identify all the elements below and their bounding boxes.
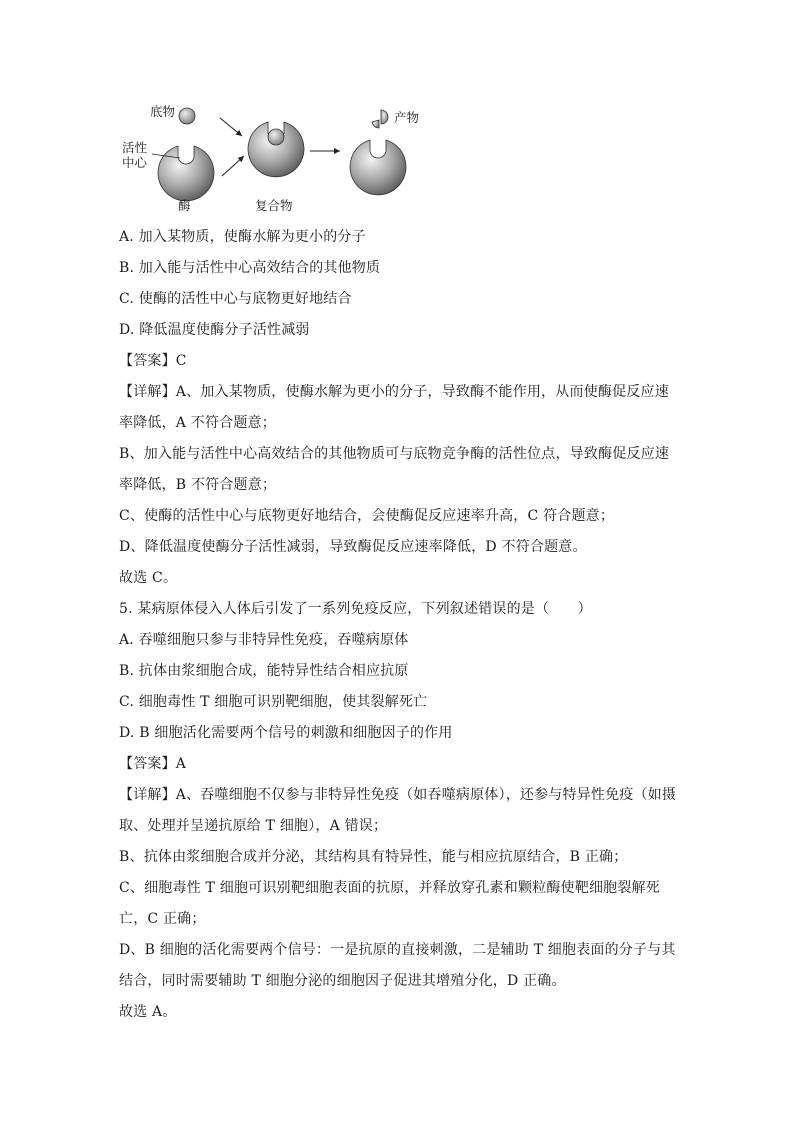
product-piece-shape — [372, 120, 379, 128]
enzyme-label: 酶 — [178, 198, 191, 213]
q4-option-a: A. 加入某物质，使酶水解为更小的分子 — [119, 229, 366, 245]
q4-answer: 【答案】C — [119, 353, 187, 369]
complex-label: 复合物 — [255, 198, 293, 213]
enzyme-shape — [158, 146, 214, 201]
q4-detail-line: 率降低，A 不符合题意； — [119, 415, 276, 431]
active-site-label-line2: 中心 — [122, 155, 148, 170]
q4-option-c: C. 使酶的活性中心与底物更好地结合 — [119, 291, 352, 307]
released-enzyme-shape — [350, 140, 406, 195]
q5-detail-line: 【详解】A、吞噬细胞不仅参与非特异性免疫（如吞噬病原体），还参与特异性免疫（如摄 — [119, 787, 677, 803]
q4-detail-line: D、降低温度使酶分子活性减弱，导致酶促反应速率降低，D 不符合题意。 — [119, 539, 587, 555]
q4-conclusion: 故选 C。 — [119, 570, 178, 586]
q5-option-d: D. B 细胞活化需要两个信号的刺激和细胞因子的作用 — [119, 725, 453, 741]
q5-conclusion: 故选 A。 — [119, 1004, 177, 1020]
complex-substrate-shape — [268, 129, 284, 145]
q5-detail-line: B、抗体由浆细胞合成并分泌，其结构具有特异性，能与相应抗原结合，B 正确； — [119, 849, 628, 865]
q5-detail-line: 结合，同时需要辅助 T 细胞分泌的细胞因子促进其增殖分化，D 正确。 — [119, 973, 566, 989]
q5-option-c: C. 细胞毒性 T 细胞可识别靶细胞，使其裂解死亡 — [119, 694, 428, 710]
product-label: 产物 — [394, 110, 420, 125]
q4-option-d: D. 降低温度使酶分子活性减弱 — [119, 322, 310, 338]
enzyme-diagram — [118, 98, 438, 220]
q5-option-a: A. 吞噬细胞只参与非特异性免疫，吞噬病原体 — [119, 632, 409, 648]
q5-option-b: B. 抗体由浆细胞合成，能特异性结合相应抗原 — [119, 663, 409, 679]
q5-detail-line: 取、处理并呈递抗原给 T 细胞），A 错误； — [119, 818, 388, 834]
q4-detail-line: C、使酶的活性中心与底物更好地结合，会使酶促反应速率升高，C 符合题意； — [119, 508, 615, 524]
substrate-label: 底物 — [150, 104, 176, 119]
arrow-enzyme-to-complex — [222, 156, 244, 176]
q4-detail-line: 【详解】A、加入某物质，使酶水解为更小的分子，导致酶不能作用，从而使酶促反应速 — [119, 384, 669, 400]
q5-answer: 【答案】A — [119, 756, 187, 772]
q5-stem: 5. 某病原体侵入人体后引发了一系列免疫反应，下列叙述错误的是（ ） — [119, 601, 592, 617]
product-piece-shape — [381, 110, 388, 124]
active-site-label-line1: 活性 — [122, 140, 148, 155]
q5-detail-line: D、B 细胞的活化需要两个信号：一是抗原的直接刺激，二是辅助 T 细胞表面的分子与其 — [119, 942, 676, 958]
q4-option-b: B. 加入能与活性中心高效结合的其他物质 — [119, 260, 381, 276]
q4-detail-line: 率降低，B 不符合题意； — [119, 477, 277, 493]
q5-detail-line: C、细胞毒性 T 细胞可识别靶细胞表面的抗原，并释放穿孔素和颗粒酶使靶细胞裂解死 — [119, 880, 660, 896]
substrate-shape — [179, 108, 195, 124]
q4-detail-line: B、加入能与活性中心高效结合的其他物质可与底物竞争酶的活性位点，导致酶促反应速 — [119, 446, 670, 462]
q5-detail-line: 亡，C 正确； — [119, 911, 206, 927]
arrow-substrate-to-complex — [220, 118, 242, 136]
